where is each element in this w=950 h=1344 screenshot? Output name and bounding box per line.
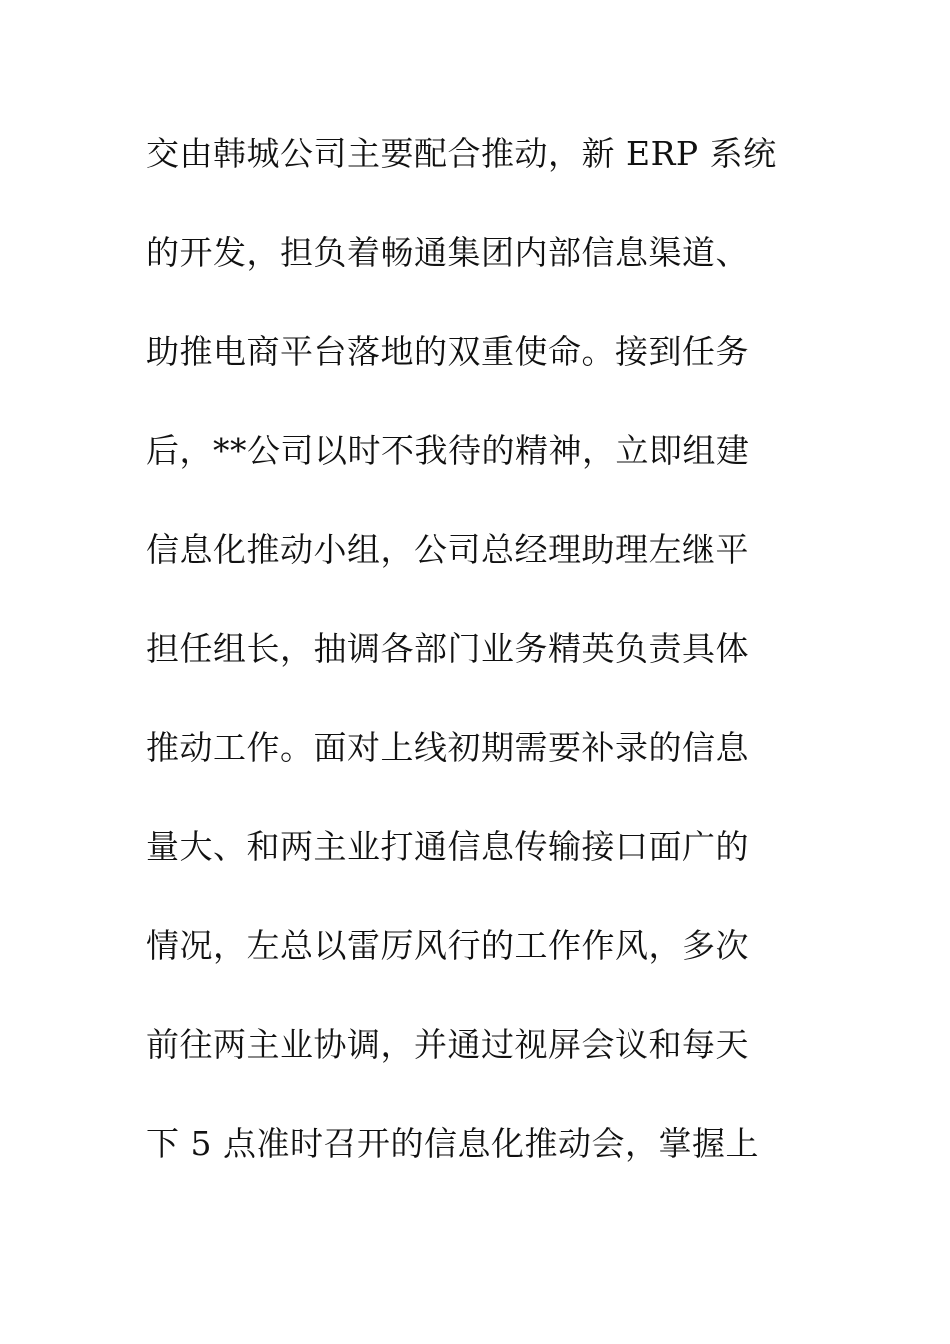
text-line: 前往两主业协调，并通过视屏会议和每天 (146, 1025, 749, 1064)
text-line: 担任组长，抽调各部门业务精英负责具体 (146, 629, 749, 668)
text-line: 助推电商平台落地的双重使命。接到任务 (146, 332, 749, 371)
text-line: 推动工作。面对上线初期需要补录的信息 (146, 728, 749, 767)
text-line: 后，**公司以时不我待的精神，立即组建 (146, 431, 750, 470)
text-line: 的开发，担负着畅通集团内部信息渠道、 (146, 233, 749, 272)
text-line: 下 5 点准时召开的信息化推动会，掌握上 (146, 1124, 759, 1163)
text-line: 信息化推动小组，公司总经理助理左继平 (146, 530, 749, 569)
text-line: 量大、和两主业打通信息传输接口面广的 (146, 827, 749, 866)
body-text (146, 124, 786, 1213)
text-line: 交由韩城公司主要配合推动，新 ERP 系统 (146, 134, 777, 173)
text-line: 情况，左总以雷厉风行的工作作风，多次 (146, 926, 749, 965)
